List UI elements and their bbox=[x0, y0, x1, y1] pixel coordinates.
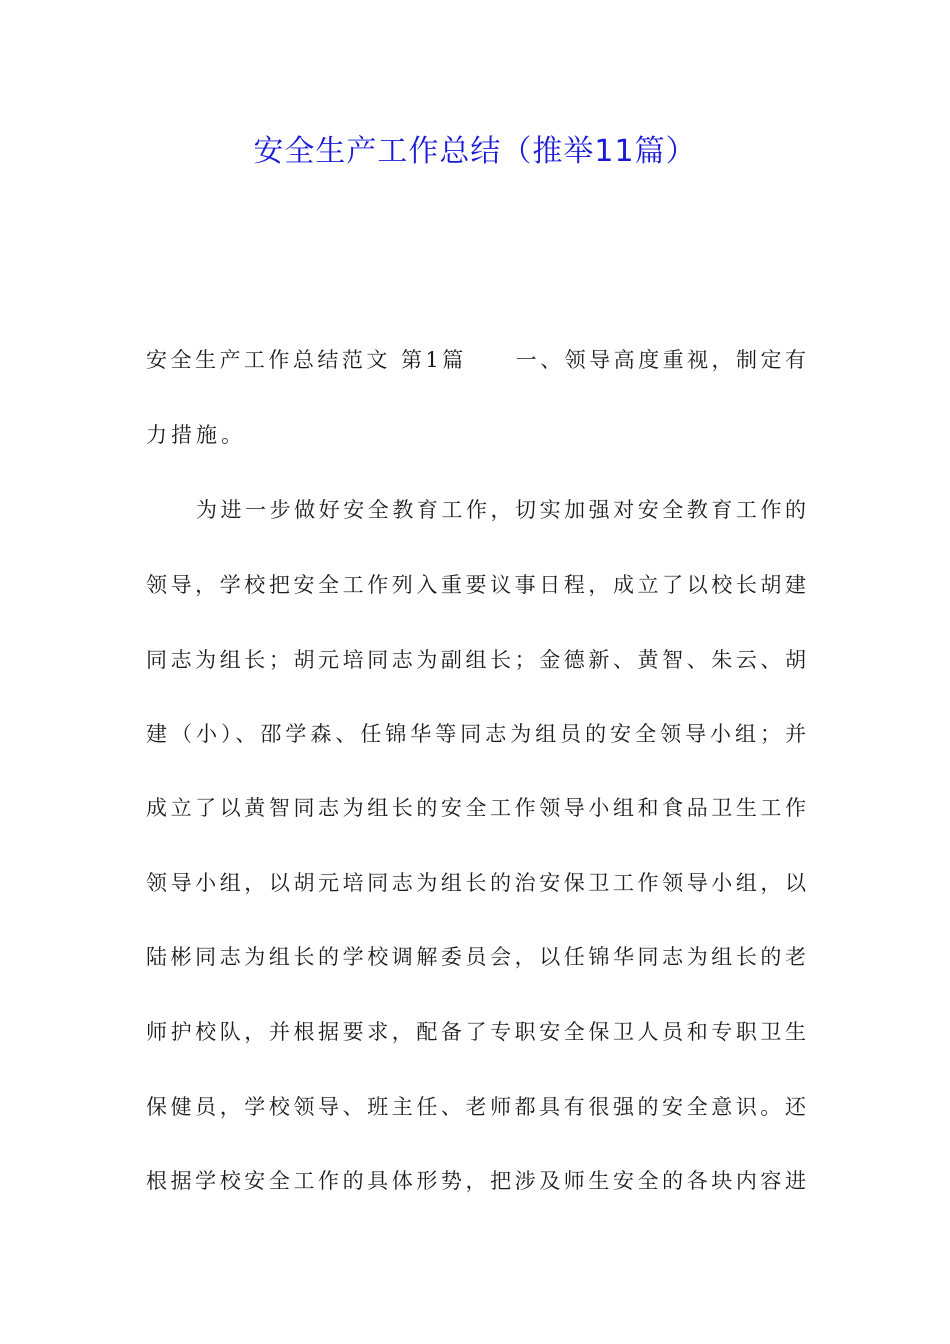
paragraph-line: 建（小）、邵学森、任锦华等同志为组员的安全领导小组；并 bbox=[146, 722, 806, 746]
paragraph-line: 为进一步做好安全教育工作，切实加强对安全教育工作的 bbox=[196, 498, 806, 522]
paragraph-line: 力措施。 bbox=[146, 423, 246, 447]
paragraph-line: 陆彬同志为组长的学校调解委员会，以任锦华同志为组长的老 bbox=[146, 945, 806, 969]
paragraph-line: 成立了以黄智同志为组长的安全工作领导小组和食品卫生工作 bbox=[146, 796, 806, 820]
paragraph-line: 同志为组长；胡元培同志为副组长；金德新、黄智、朱云、胡 bbox=[146, 648, 806, 672]
paragraph-line: 领导小组，以胡元培同志为组长的治安保卫工作领导小组，以 bbox=[146, 871, 806, 895]
paragraph-line: 安全生产工作总结范文 第1篇 一、领导高度重视，制定有 bbox=[146, 348, 806, 372]
paragraph-line: 根据学校安全工作的具体形势，把涉及师生安全的各块内容进 bbox=[146, 1169, 806, 1193]
paragraph-line: 师护校队，并根据要求，配备了专职安全保卫人员和专职卫生 bbox=[146, 1020, 806, 1044]
paragraph-line: 保健员，学校领导、班主任、老师都具有很强的安全意识。还 bbox=[146, 1095, 806, 1119]
document-title: 安全生产工作总结（推举11篇） bbox=[253, 134, 697, 169]
paragraph-line: 领导，学校把安全工作列入重要议事日程，成立了以校长胡建 bbox=[146, 573, 806, 597]
